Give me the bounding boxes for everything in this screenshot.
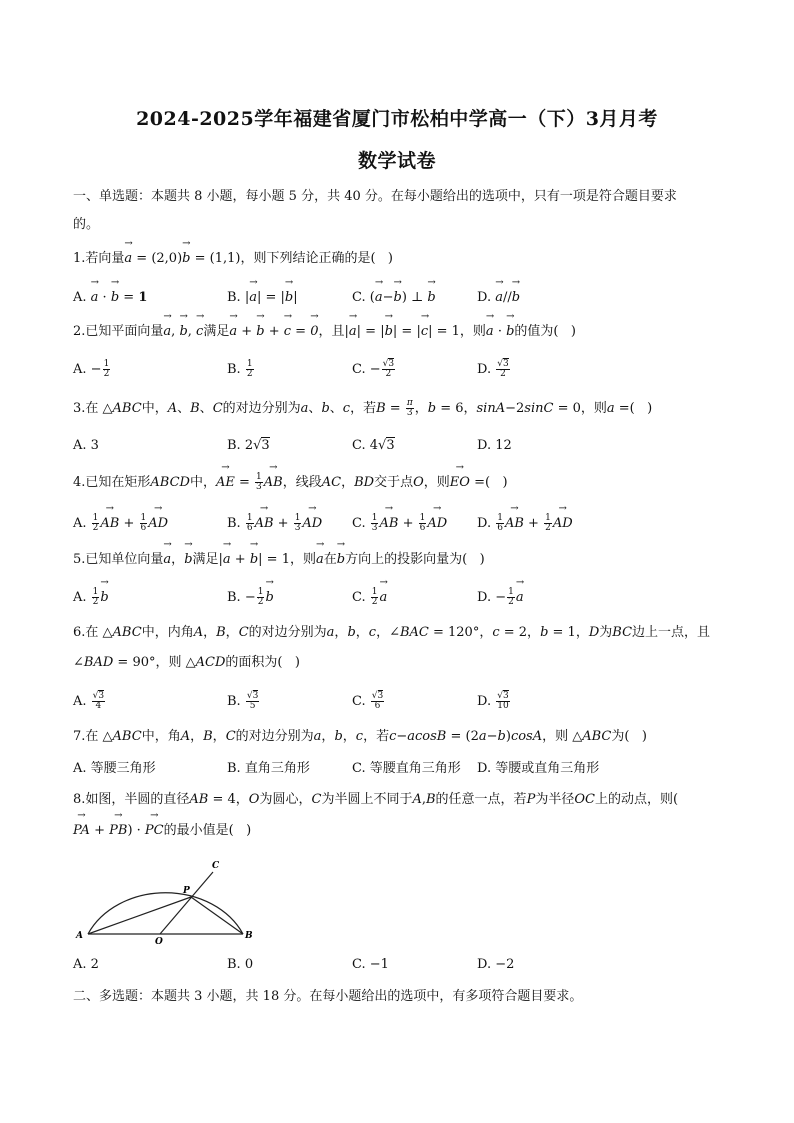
- q4-option-a: A. $\frac{1}{2}$ → AB + $\frac{1}{6}$ → AD: [73, 514, 168, 533]
- q2-option-a: A. − $\frac{1}{2}$: [73, 359, 110, 379]
- label-b: B: [245, 931, 253, 941]
- q6-option-b: B. $\frac{√3}{5}$: [227, 691, 259, 711]
- q1-option-d: D. → a//→ b: [477, 289, 520, 307]
- q8-option-a: A. 2: [73, 957, 99, 972]
- radius-oc: [160, 872, 213, 934]
- q1-option-b: B. |→ a| = |→ b|: [227, 289, 298, 307]
- exam-subtitle: 数学试卷: [357, 150, 436, 172]
- q5-option-a: A. $\frac{1}{2}$ → b: [73, 588, 109, 607]
- q6-option-c: C. $\frac{√3}{6}$: [352, 691, 384, 711]
- question-7: 7.在 △ABC中，角A，B，C的对边分别为a，b，c，若c−acosB = (2a−b)cosA，则 △ABC为( ): [73, 729, 647, 744]
- label-p: P: [183, 886, 190, 896]
- q6-option-d: D. $\frac{√3}{10}$: [477, 691, 509, 711]
- question-6-cont: ∠BAD = 90°，则 △ACD的面积为( ): [73, 655, 300, 670]
- q3-option-b: B. 2√3: [227, 438, 270, 453]
- question-4: 4.已知在矩形ABCD中，→ AE = $\frac{1}{3}$ → AB，线段AC，BD交于点O，则→ EO =( ): [73, 473, 734, 492]
- q7-option-d: D. 等腰或直角三角形: [477, 761, 600, 776]
- q3-option-d: D. 12: [477, 438, 512, 453]
- q4-option-c: C. $\frac{1}{3}$ → AB + $\frac{1}{6}$ → AD: [352, 514, 447, 533]
- label-c: C: [212, 861, 220, 871]
- exam-title: 2024-2025学年福建省厦门市松柏中学高一（下）3月月考: [136, 108, 658, 130]
- q1-option-a: A. → a · → b = 1: [73, 289, 147, 307]
- question-8-cont: → PA + → PB) · → PC的最小值是( ): [73, 822, 734, 840]
- q8-option-d: D. −2: [477, 957, 515, 972]
- q2-option-b: B. $\frac{1}{2}$: [227, 359, 253, 379]
- q3-option-c: C. 4√3: [352, 438, 395, 453]
- q7-option-b: B. 直角三角形: [227, 761, 310, 776]
- q4-option-b: B. $\frac{1}{6}$ → AB + $\frac{1}{3}$ → AD: [227, 514, 322, 533]
- section1-heading: 一、单选题：本题共 8 小题，每小题 5 分，共 40 分。在每小题给出的选项中，只有一项是符合题目要求: [73, 189, 677, 204]
- q4-option-d: D. $\frac{1}{6}$ → AB + $\frac{1}{2}$ → AD: [477, 514, 573, 533]
- q5-option-b: B. − $\frac{1}{2}$ → b: [227, 588, 274, 607]
- q5-option-c: C. $\frac{1}{2}$ → a: [352, 588, 387, 607]
- question-8: 8.如图，半圆的直径AB = 4，O为圆心，C为半圆上不同于A,B的任意一点，若P为半径OC上的动点，则(: [73, 792, 679, 807]
- question-5: 5.已知单位向量→ a，→ b满足|→ a + → b| = 1，则→ a在→ b方向上的投影向量为( ): [73, 551, 734, 569]
- q2-option-c: C. − $\frac{√3}{2}$: [352, 359, 395, 379]
- semicircle-figure: [73, 858, 263, 948]
- q5-option-d: D. − $\frac{1}{2}$ → a: [477, 588, 524, 607]
- label-o: O: [155, 937, 163, 947]
- question-2: 2.已知平面向量→ a, → b, → c满足→ a + → b + → c = → 0，且|→ a| = |→ b| = |→ c| = 1，则→ a · → b的值为( ): [73, 323, 734, 341]
- q3-option-a: A. 3: [73, 438, 99, 453]
- label-a: A: [76, 931, 83, 941]
- q7-option-a: A. 等腰三角形: [73, 761, 156, 776]
- segment-pb: [191, 897, 243, 934]
- q6-option-a: A. $\frac{√3}{4}$: [73, 691, 105, 711]
- q1-option-c: C. (→ a−→ b) ⊥ → b: [352, 289, 436, 307]
- q8-option-c: C. −1: [352, 957, 389, 972]
- question-3: 3.在 △ABC中，A、B、C的对边分别为a、b、c，若B = $\frac{\pi}{3}$ ，b = 6，sinA−2sinC = 0，则a =( ): [73, 398, 653, 418]
- q8-option-b: B. 0: [227, 957, 254, 972]
- q7-option-c: C. 等腰直角三角形: [352, 761, 461, 776]
- section1-heading-cont: 的。: [73, 217, 100, 232]
- question-1: 1.若向量→ a = (2,0)→ b = (1,1)，则下列结论正确的是( ): [73, 250, 734, 268]
- q2-option-d: D. $\frac{√3}{2}$: [477, 359, 509, 379]
- section2-heading: 二、多选题：本题共 3 小题，共 18 分。在每小题给出的选项中，有多项符合题目要求。: [73, 989, 583, 1004]
- question-6: 6.在 △ABC中，内角A，B，C的对边分别为a，b，c，∠BAC = 120°，c = 2，b = 1，D为BC边上一点，且: [73, 625, 711, 640]
